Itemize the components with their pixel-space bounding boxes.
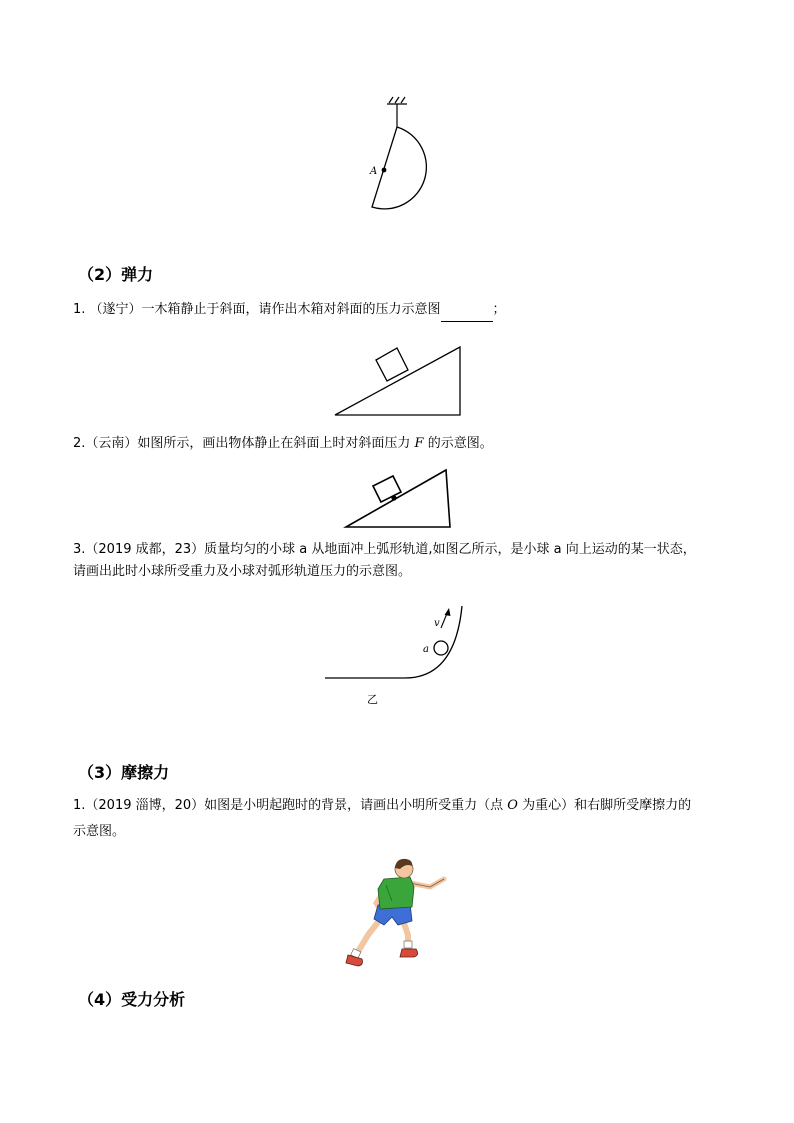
incline <box>346 470 450 527</box>
question-3-1 <box>73 795 733 843</box>
question-2-2-end: 的示意图。 <box>423 436 493 451</box>
velocity-arrowhead <box>445 608 451 616</box>
question-2-3-line2: 请画出此时小球所受重力及小球对弧形轨道压力的示意图。 <box>73 564 412 579</box>
ball-a <box>434 641 448 655</box>
question-2-3-line1: 3.（2019 成都，23）质量均匀的小球 a 从地面冲上弧形轨道,如图乙所示，是小球 a 向上运动的某一状态， <box>73 542 696 557</box>
ceiling-support <box>387 97 407 104</box>
question-2-3 <box>73 539 733 583</box>
arc-track-figure <box>320 604 470 709</box>
back-shoe <box>346 955 363 966</box>
incline-box-figure-2 <box>343 468 453 530</box>
incline-box-figure-1 <box>332 343 465 418</box>
contact-point <box>391 495 396 500</box>
front-shoe <box>400 949 418 957</box>
force-symbol: F <box>414 436 424 451</box>
half-disk <box>372 127 426 209</box>
question-2-2 <box>73 433 493 455</box>
section-heading-friction: （3）摩擦力 <box>78 763 170 782</box>
question-2-1-end: ； <box>492 302 506 317</box>
shirt <box>378 877 414 909</box>
question-2-2-text: 2.（云南）如图所示，画出物体静止在斜面上时对斜面压力 <box>73 436 415 451</box>
question-2-1 <box>73 299 506 322</box>
figure-caption-yi: 乙 <box>367 693 378 706</box>
question-3-1-line1: 1.（2019 淄博，20）如图是小明起跑时的背景，请画出小明所受重力（点 O 为重心）和右脚所受摩擦力的 <box>73 798 692 813</box>
section-heading-elastic-force: （2）弹力 <box>78 265 154 284</box>
point-a-marker <box>382 168 387 173</box>
question-3-1-line2: 示意图。 <box>73 824 126 839</box>
section-heading-force-analysis: （4）受力分析 <box>78 990 186 1009</box>
ball-a-label: a <box>423 644 429 655</box>
point-a-label: A <box>370 166 378 177</box>
velocity-label: v <box>434 618 440 629</box>
center-of-gravity-symbol: O <box>507 798 518 813</box>
pendulum-figure <box>355 95 445 215</box>
running-boy-image <box>340 855 460 970</box>
question-2-1-text: 1. （遂宁）一木箱静止于斜面，请作出木箱对斜面的压力示意图 <box>73 302 441 317</box>
wooden-box <box>376 348 408 381</box>
answer-blank[interactable] <box>441 299 493 322</box>
